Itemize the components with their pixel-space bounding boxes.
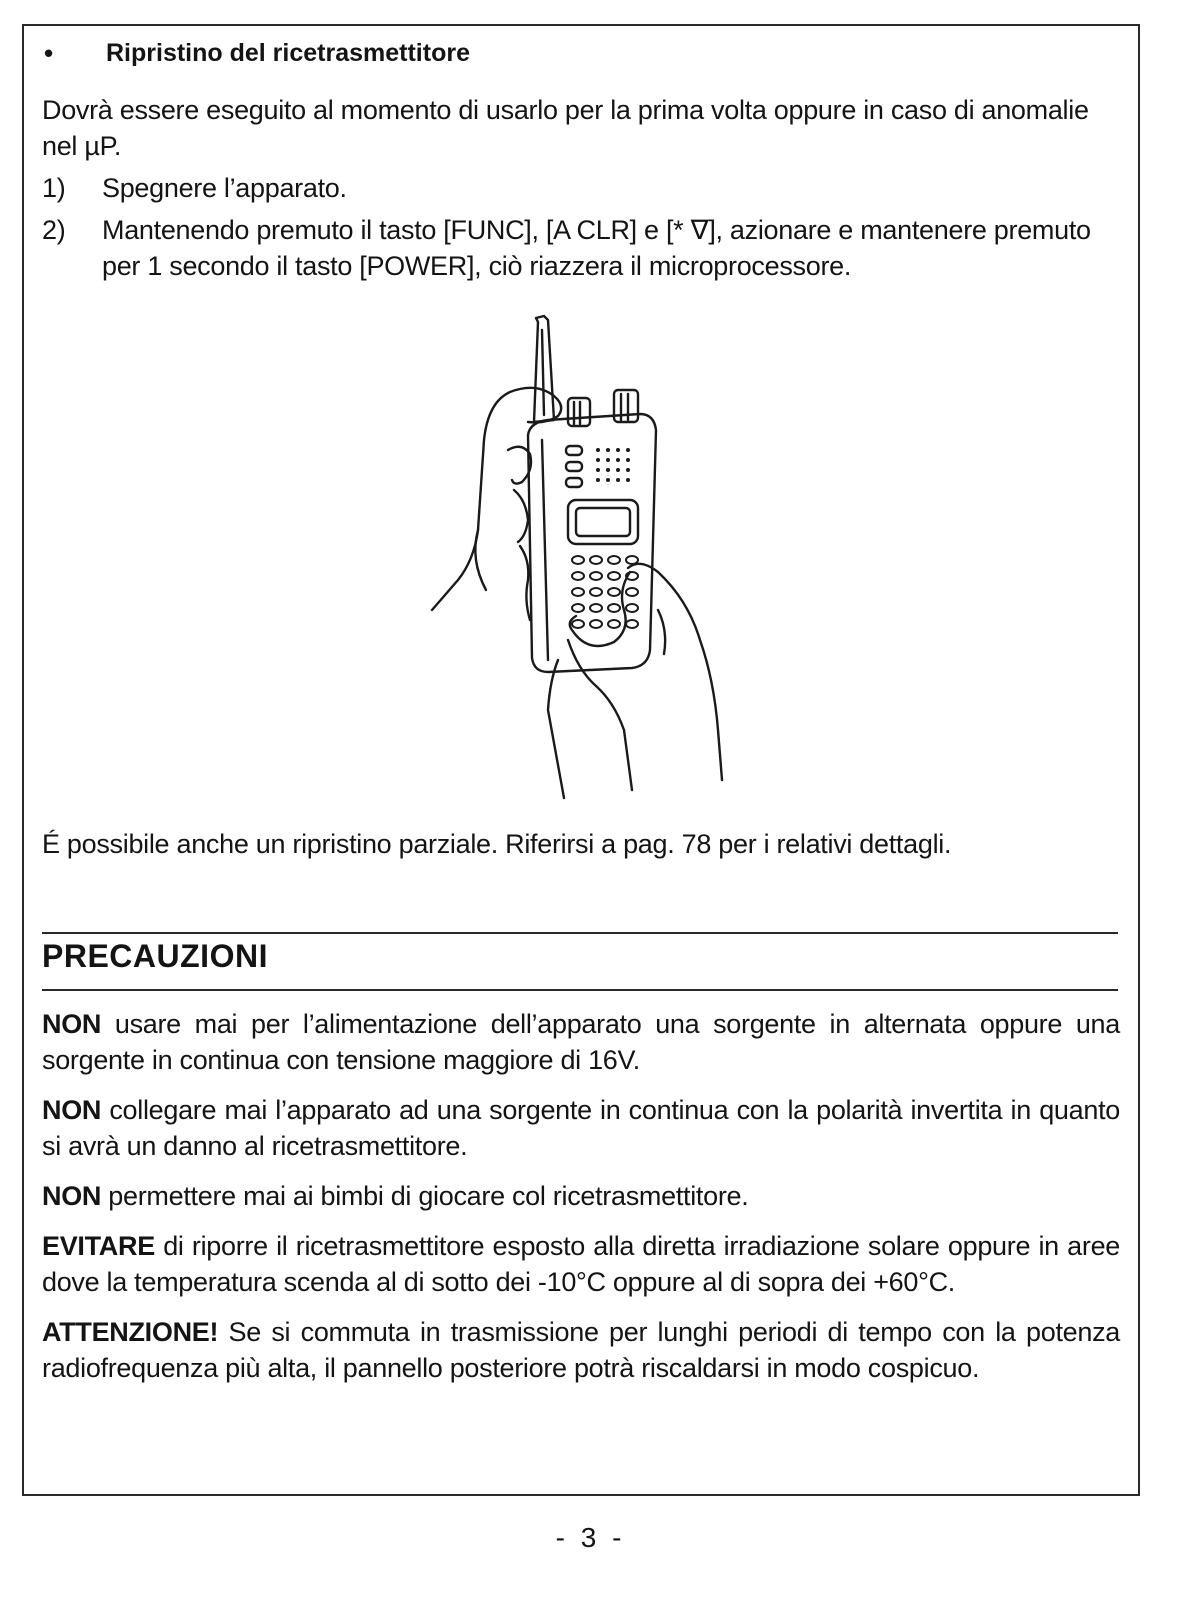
section-title: Ripristino del ricetrasmettitore <box>106 39 470 67</box>
precaution-item <box>42 1092 1120 1164</box>
precaution-keyword: NON <box>42 1009 102 1039</box>
precaution-text: di riporre il ricetrasmettitore esposto alla diretta irradiazione solare oppure in aree dove la temperatura scenda al di sotto dei -10°C oppure al di sopra dei +60°C. <box>42 1231 1120 1297</box>
precaution-item <box>42 1228 1120 1300</box>
step-number: 1) <box>42 173 66 203</box>
precautions-list <box>42 1006 1120 1400</box>
precaution-text: collegare mai l’apparato ad una sorgente in continua con la polarità invertita in quanto si avrà un danno al ricetrasmettitore. <box>42 1095 1120 1161</box>
precaution-item <box>42 1178 1120 1214</box>
precaution-text: permettere mai ai bimbi di giocare col ricetrasmettitore. <box>101 1181 749 1211</box>
precaution-item <box>42 1314 1120 1386</box>
precautions-title: PRECAUZIONI <box>42 938 268 974</box>
list-item <box>42 170 1120 206</box>
precaution-keyword: ATTENZIONE! <box>42 1317 219 1347</box>
page-number: - 3 - <box>555 1522 626 1553</box>
step-text: Mantenendo premuto il tasto [FUNC], [A CLR] e [* ∇], azionare e mantenere premuto per 1 secondo il tasto [POWER], ciò riazzera il microprocessore. <box>102 215 1091 281</box>
steps-list <box>42 170 1120 290</box>
precaution-text: usare mai per l’alimentazione dell’apparato una sorgente in alternata oppure una sorgente in continua con tensione maggiore di 16V. <box>42 1009 1120 1075</box>
step-number: 2) <box>42 215 66 245</box>
intro-paragraph: Dovrà essere eseguito al momento di usarlo per la prima volta oppure in caso di anomalie nel µP. <box>42 95 1089 161</box>
hands-holding-transceiver-illustration <box>418 310 738 800</box>
precaution-text: Se si commuta in trasmissione per lunghi periodi di tempo con la potenza radiofrequenza più alta, il pannello posteriore potrà riscaldarsi in modo cospicuo. <box>42 1317 1120 1383</box>
divider <box>42 989 1118 991</box>
precaution-item <box>42 1006 1120 1078</box>
section-heading <box>44 38 470 69</box>
step-text: Spegnere l’apparato. <box>102 173 347 203</box>
precaution-keyword: EVITARE <box>42 1231 155 1261</box>
precaution-keyword: NON <box>42 1181 102 1211</box>
list-item <box>42 212 1120 284</box>
partial-reset-note: É possibile anche un ripristino parziale. Riferirsi a pag. 78 per i relativi dettagli. <box>42 829 952 859</box>
divider <box>42 932 1118 934</box>
bullet-icon: • <box>44 38 54 68</box>
precaution-keyword: NON <box>42 1095 102 1125</box>
